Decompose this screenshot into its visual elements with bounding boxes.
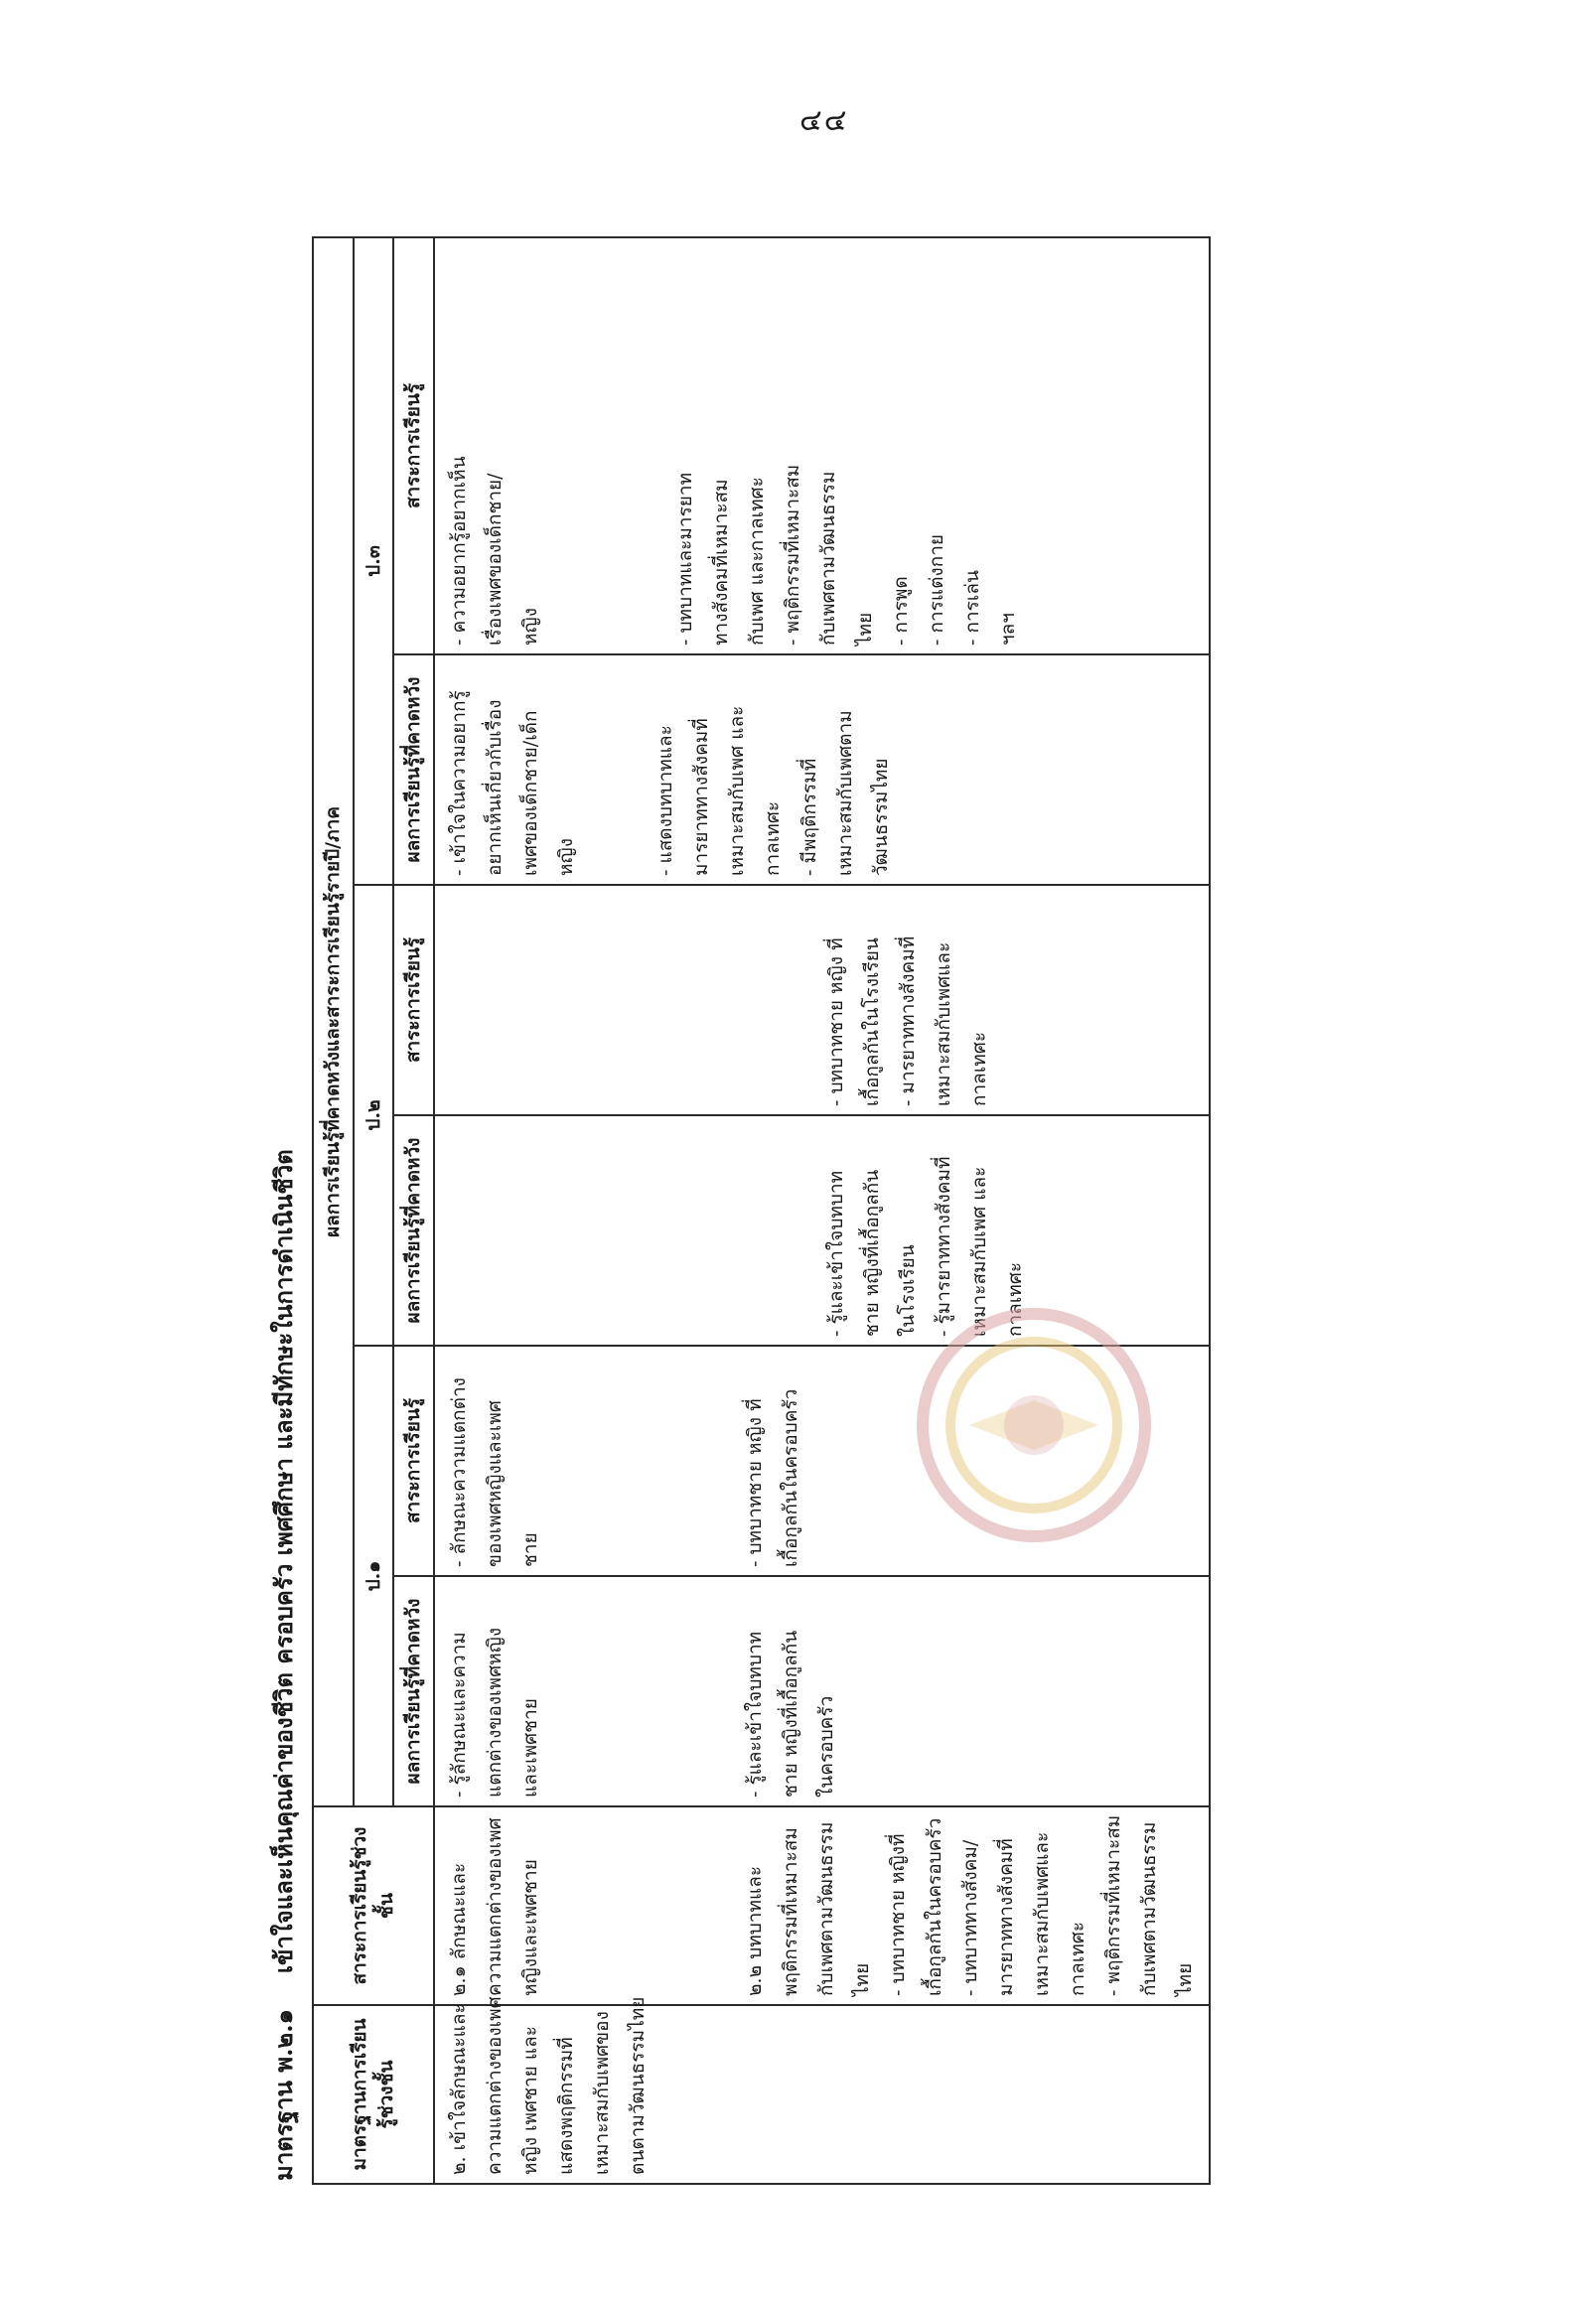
header-group: ผลการเรียนรู้ที่คาดหวังและสาระการเรียนรู้รายปี/ภาค: [313, 237, 354, 1806]
standard-line: ความแตกต่างของเพศ: [483, 1996, 506, 2175]
p3-expected-line: วัฒนธรรมไทย: [869, 758, 892, 876]
content-line: กับเพศตามวัฒนธรรม: [1138, 1821, 1161, 1996]
p1-expected-line: ชาย หญิงที่เกื้อกูลกัน: [780, 1630, 802, 1798]
page-number: ๔๔: [799, 103, 849, 138]
p3-content-line: ทางสังคมที่เหมาะสม: [710, 479, 733, 646]
content-line: หญิงและเพศชาย: [518, 1859, 541, 1996]
p2-expected-line: ในโรงเรียน: [896, 1244, 919, 1337]
cell-content: [434, 1806, 1211, 2005]
p3-expected-line: เพศของเด็กชาย/เด็ก: [518, 710, 541, 876]
header-standard: มาตรฐานการเรียนรู้ช่วงชั้น: [313, 2005, 434, 2184]
p1-expected-line: ในครอบครัว: [815, 1695, 838, 1798]
p3-content-line: - บทบาทและมารยาท: [674, 472, 697, 646]
header-grade-3: ป.๓: [354, 237, 394, 885]
header-expected-p2: ผลการเรียนรู้ที่คาดหวัง: [393, 1115, 434, 1346]
header-grade-2: ป.๒: [354, 885, 394, 1346]
cell-p2-content: [434, 885, 1211, 1115]
standard-code: มาตรฐาน พ.๒.๑: [268, 2009, 298, 2181]
content-line: เหมาะสมกับเพศและ: [1030, 1831, 1053, 1996]
content-line: ๒.๑ ลักษณะและ: [447, 1862, 470, 1996]
standard-line: แสดงพฤติกรรมที่: [555, 2037, 578, 2175]
p2-content-line: กาลเทศะ: [968, 1031, 991, 1106]
p1-content-line: - บทบาทชาย หญิง ที่: [744, 1398, 767, 1567]
standard-description: เข้าใจและเห็นคุณค่าของชีวิต ครอบครัว เพศศึกษา และมีทักษะในการดำเนินชีวิต: [268, 1149, 298, 1974]
p3-expected-line: - แสดงบทบาทและ: [654, 725, 677, 876]
p1-expected-line: - รู้ลักษณะและความ: [447, 1632, 470, 1798]
standard-line: เหมาะสมกับเพศของ: [591, 2011, 614, 2175]
p1-content-line: ของเพศหญิงและเพศ: [483, 1400, 506, 1567]
cell-standard: [434, 1996, 1211, 2184]
p3-content-line: ฯลฯ: [996, 613, 1019, 646]
p3-expected-line: - เข้าใจในความอยากรู้: [447, 690, 470, 876]
content-line: มารยาททางสังคมที่: [994, 1838, 1017, 1996]
content-line: - บทบาทชาย หญิงที่: [887, 1833, 910, 1996]
p1-expected-line: แตกต่างของเพศหญิง: [483, 1627, 506, 1798]
content-line: ความแตกต่างของเพศ: [483, 1817, 506, 1996]
p2-content-line: - มารยาททางสังคมที่: [896, 936, 919, 1106]
standard-line: หญิง เพศชาย และ: [518, 2026, 541, 2175]
p3-content-line: - ความอยากรู้อยากเห็น: [447, 456, 470, 646]
p2-expected-line: กาลเทศะ: [1004, 1261, 1027, 1337]
header-content-p2: สาระการเรียนรู้: [393, 885, 434, 1115]
header-expected-p3: ผลการเรียนรู้ที่คาดหวัง: [393, 654, 434, 885]
curriculum-table: [312, 236, 1211, 2185]
content-line: กับเพศตามวัฒนธรรม: [815, 1821, 838, 1996]
standard-heading: [254, 238, 312, 2185]
p3-content-line: กับเพศ และกาลเทศะ: [746, 477, 769, 646]
p1-content-line: - ลักษณะความแตกต่าง: [447, 1377, 470, 1567]
p2-expected-line: เหมาะสมกับเพศ และ: [968, 1166, 991, 1337]
standard-line: ๒. เข้าใจลักษณะและ: [447, 2003, 470, 2175]
standard-line: ตนตามวัฒนธรรมไทย: [627, 1996, 650, 2175]
content-line: - บทบาททางสังคม/: [958, 1839, 981, 1996]
header-content: สาระการเรียนรู้ช่วงชั้น: [313, 1806, 434, 2005]
content-line: พฤติกรรมที่เหมาะสม: [780, 1827, 802, 1996]
p2-content-line: เกื้อกูลกันในโรงเรียน: [860, 937, 883, 1106]
content-line: ไทย: [1174, 1962, 1197, 1996]
header-content-p3: สาระการเรียนรู้: [393, 237, 434, 654]
table-row: [434, 237, 1211, 2184]
rotated-content: [254, 238, 1377, 2185]
content-line: ไทย: [851, 1962, 874, 1996]
content-line: - พฤติกรรมที่เหมาะสม: [1102, 1814, 1124, 1996]
content-line: เกื้อกูลกันในครอบครัว: [923, 1817, 945, 1996]
p3-content-line: - การแต่งกาย: [925, 533, 947, 646]
p2-content-line: - บทบาทชาย หญิง ที่: [824, 937, 847, 1106]
content-line: กาลเทศะ: [1066, 1921, 1088, 1996]
p3-expected-line: - มีพฤติกรรมที่: [798, 758, 820, 876]
p3-content-line: - พฤติกรรมที่เหมาะสม: [782, 464, 804, 646]
p2-expected-line: - รู้มารยาททางสังคมที่: [933, 1156, 955, 1337]
p3-expected-line: เหมาะสมกับเพศ และ: [726, 705, 749, 876]
p3-expected-line: มารยาททางสังคมที่: [690, 718, 713, 876]
header-expected-p1: ผลการเรียนรู้ที่คาดหวัง: [393, 1576, 434, 1806]
p1-content-line: ชาย: [518, 1532, 541, 1567]
cell-p1-expected: [434, 1576, 1211, 1806]
p3-content-line: เรื่องเพศของเด็กชาย/: [483, 473, 506, 646]
header-grade-1: ป.๑: [354, 1346, 394, 1806]
content-line: ๒.๒ บทบาทและ: [744, 1865, 767, 1996]
cell-p3-content: [434, 237, 1211, 654]
p2-expected-line: ชาย หญิงที่เกื้อกูลกัน: [860, 1169, 883, 1337]
p3-content-line: - การเล่น: [960, 570, 983, 646]
header-content-p1: สาระการเรียนรู้: [393, 1346, 434, 1576]
p3-content-line: กับเพศตามวัฒนธรรม: [817, 471, 840, 646]
p2-expected-line: - รู้และเข้าใจบทบาท: [824, 1170, 847, 1337]
p3-expected-line: กาลเทศะ: [762, 800, 785, 876]
p3-content-line: หญิง: [518, 608, 541, 646]
p3-expected-line: หญิง: [555, 838, 578, 876]
p1-expected-line: - รู้และเข้าใจบทบาท: [744, 1631, 767, 1798]
p1-expected-line: และเพศชาย: [518, 1698, 541, 1798]
p2-content-line: เหมาะสมกับเพศและ: [933, 941, 955, 1106]
p3-content-line: - การพูด: [889, 576, 912, 646]
p1-content-line: เกื้อกูลกันในครอบครัว: [780, 1388, 802, 1567]
cell-p2-expected: [434, 1115, 1211, 1346]
cell-p3-expected: [434, 654, 1211, 885]
p3-content-line: ไทย: [853, 612, 876, 646]
cell-p1-content: [434, 1346, 1211, 1576]
p3-expected-line: เหมาะสมกับเพศตาม: [833, 710, 856, 876]
p3-expected-line: อยากเห็นเกี่ยวกับเรื่อง: [483, 699, 506, 876]
